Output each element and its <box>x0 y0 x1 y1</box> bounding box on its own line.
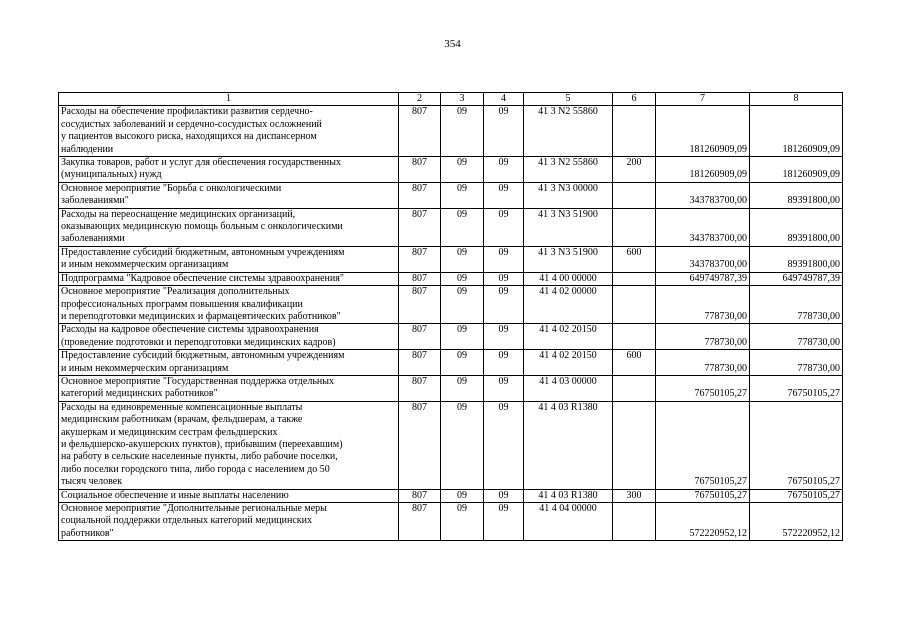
column-header: 5 <box>524 93 613 106</box>
row-name: Расходы на единовременные компенсационные выплаты медицинским работникам (врачам, фельдшерам, а также акушеркам и медицинским сестрам фельдшерских и фельдшерско-акушерских пунктов), прибывшим (переехавшим) на работу в сельские населенные пункты, либо рабочие поселки, либо поселки городского типа, либо города с населением до 50 тысяч человек <box>59 401 399 489</box>
column-header: 6 <box>613 93 656 106</box>
amount-year-1: 778730,00 <box>656 286 750 324</box>
column-header: 1 <box>59 93 399 106</box>
expense-type: 300 <box>613 489 656 502</box>
column-header: 3 <box>441 93 484 106</box>
admin-code: 807 <box>399 350 441 376</box>
section-code: 09 <box>441 375 484 401</box>
admin-code: 807 <box>399 272 441 285</box>
target-article: 41 3 N3 51900 <box>524 246 613 272</box>
target-article: 41 4 02 00000 <box>524 286 613 324</box>
amount-year-1: 76750105,27 <box>656 401 750 489</box>
amount-year-1: 181260909,09 <box>656 157 750 183</box>
row-name: Социальное обеспечение и иные выплаты населению <box>59 489 399 502</box>
expense-type: 600 <box>613 350 656 376</box>
target-article: 41 4 03 R1380 <box>524 489 613 502</box>
amount-year-2: 778730,00 <box>750 350 843 376</box>
table-row <box>59 489 843 502</box>
section-code: 09 <box>441 401 484 489</box>
amount-year-2: 89391800,00 <box>750 208 843 246</box>
subsection-code: 09 <box>484 489 524 502</box>
subsection-code: 09 <box>484 157 524 183</box>
amount-year-1: 778730,00 <box>656 350 750 376</box>
row-name: Расходы на кадровое обеспечение системы здравоохранения (проведение подготовки и переподготовки медицинских кадров) <box>59 324 399 350</box>
section-code: 09 <box>441 182 484 208</box>
admin-code: 807 <box>399 286 441 324</box>
section-code: 09 <box>441 208 484 246</box>
amount-year-2: 76750105,27 <box>750 375 843 401</box>
amount-year-2: 76750105,27 <box>750 489 843 502</box>
amount-year-1: 649749787,39 <box>656 272 750 285</box>
target-article: 41 3 N2 55860 <box>524 157 613 183</box>
table-row <box>59 246 843 272</box>
expense-type: 600 <box>613 246 656 272</box>
subsection-code: 09 <box>484 246 524 272</box>
subsection-code: 09 <box>484 375 524 401</box>
section-code: 09 <box>441 503 484 541</box>
subsection-code: 09 <box>484 503 524 541</box>
table-row <box>59 350 843 376</box>
subsection-code: 09 <box>484 286 524 324</box>
target-article: 41 4 04 00000 <box>524 503 613 541</box>
section-code: 09 <box>441 246 484 272</box>
budget-table <box>58 92 843 541</box>
table-row <box>59 503 843 541</box>
table-row <box>59 401 843 489</box>
admin-code: 807 <box>399 246 441 272</box>
amount-year-1: 76750105,27 <box>656 375 750 401</box>
amount-year-1: 343783700,00 <box>656 208 750 246</box>
amount-year-1: 343783700,00 <box>656 246 750 272</box>
table-row <box>59 182 843 208</box>
expense-type: 200 <box>613 157 656 183</box>
subsection-code: 09 <box>484 350 524 376</box>
amount-year-1: 181260909,09 <box>656 106 750 157</box>
amount-year-2: 89391800,00 <box>750 246 843 272</box>
page-number: 354 <box>444 38 461 50</box>
table-row <box>59 106 843 157</box>
amount-year-2: 572220952,12 <box>750 503 843 541</box>
section-code: 09 <box>441 272 484 285</box>
target-article: 41 4 02 20150 <box>524 350 613 376</box>
table-row <box>59 375 843 401</box>
header-row <box>59 93 843 106</box>
row-name: Расходы на переоснащение медицинских организаций, оказывающих медицинскую помощь больным с онкологическими заболеваниями <box>59 208 399 246</box>
subsection-code: 09 <box>484 324 524 350</box>
admin-code: 807 <box>399 503 441 541</box>
section-code: 09 <box>441 157 484 183</box>
admin-code: 807 <box>399 401 441 489</box>
amount-year-2: 181260909,09 <box>750 157 843 183</box>
table-row <box>59 286 843 324</box>
expense-type <box>613 208 656 246</box>
table-row <box>59 157 843 183</box>
amount-year-1: 778730,00 <box>656 324 750 350</box>
admin-code: 807 <box>399 375 441 401</box>
section-code: 09 <box>441 489 484 502</box>
admin-code: 807 <box>399 324 441 350</box>
expense-type <box>613 401 656 489</box>
amount-year-2: 181260909,09 <box>750 106 843 157</box>
section-code: 09 <box>441 324 484 350</box>
column-header: 2 <box>399 93 441 106</box>
row-name: Основное мероприятие "Дополнительные региональные меры социальной поддержки отдельных категорий медицинских работников" <box>59 503 399 541</box>
row-name: Расходы на обеспечение профилактики развития сердечно- сосудистых заболеваний и сердечно-сосудистых осложнений у пациентов высокого риска, находящихся на диспансерном наблюдении <box>59 106 399 157</box>
table-row <box>59 272 843 285</box>
amount-year-2: 89391800,00 <box>750 182 843 208</box>
expense-type <box>613 106 656 157</box>
column-header: 7 <box>656 93 750 106</box>
target-article: 41 4 02 20150 <box>524 324 613 350</box>
admin-code: 807 <box>399 489 441 502</box>
amount-year-1: 572220952,12 <box>656 503 750 541</box>
column-header: 4 <box>484 93 524 106</box>
amount-year-1: 343783700,00 <box>656 182 750 208</box>
target-article: 41 4 00 00000 <box>524 272 613 285</box>
expense-type <box>613 286 656 324</box>
expense-type <box>613 324 656 350</box>
target-article: 41 4 03 R1380 <box>524 401 613 489</box>
amount-year-2: 778730,00 <box>750 324 843 350</box>
row-name: Основное мероприятие "Реализация дополнительных профессиональных программ повышения квалификации и переподготовки медицинских и фармацевтических работников" <box>59 286 399 324</box>
section-code: 09 <box>441 286 484 324</box>
table-row <box>59 208 843 246</box>
row-name: Закупка товаров, работ и услуг для обеспечения государственных (муниципальных) нужд <box>59 157 399 183</box>
amount-year-2: 778730,00 <box>750 286 843 324</box>
column-header: 8 <box>750 93 843 106</box>
row-name: Предоставление субсидий бюджетным, автономным учреждениям и иным некоммерческим организациям <box>59 246 399 272</box>
row-name: Подпрограмма "Кадровое обеспечение системы здравоохранения" <box>59 272 399 285</box>
expense-type <box>613 375 656 401</box>
row-name: Основное мероприятие "Государственная поддержка отдельных категорий медицинских работников" <box>59 375 399 401</box>
subsection-code: 09 <box>484 106 524 157</box>
subsection-code: 09 <box>484 401 524 489</box>
admin-code: 807 <box>399 182 441 208</box>
target-article: 41 4 03 00000 <box>524 375 613 401</box>
subsection-code: 09 <box>484 182 524 208</box>
admin-code: 807 <box>399 157 441 183</box>
admin-code: 807 <box>399 208 441 246</box>
target-article: 41 3 N3 00000 <box>524 182 613 208</box>
target-article: 41 3 N3 51900 <box>524 208 613 246</box>
row-name: Предоставление субсидий бюджетным, автономным учреждениям и иным некоммерческим организациям <box>59 350 399 376</box>
amount-year-1: 76750105,27 <box>656 489 750 502</box>
admin-code: 807 <box>399 106 441 157</box>
subsection-code: 09 <box>484 208 524 246</box>
table-row <box>59 324 843 350</box>
amount-year-2: 76750105,27 <box>750 401 843 489</box>
expense-type <box>613 272 656 285</box>
subsection-code: 09 <box>484 272 524 285</box>
target-article: 41 3 N2 55860 <box>524 106 613 157</box>
row-name: Основное мероприятие "Борьба с онкологическими заболеваниями" <box>59 182 399 208</box>
section-code: 09 <box>441 106 484 157</box>
section-code: 09 <box>441 350 484 376</box>
amount-year-2: 649749787,39 <box>750 272 843 285</box>
expense-type <box>613 503 656 541</box>
expense-type <box>613 182 656 208</box>
